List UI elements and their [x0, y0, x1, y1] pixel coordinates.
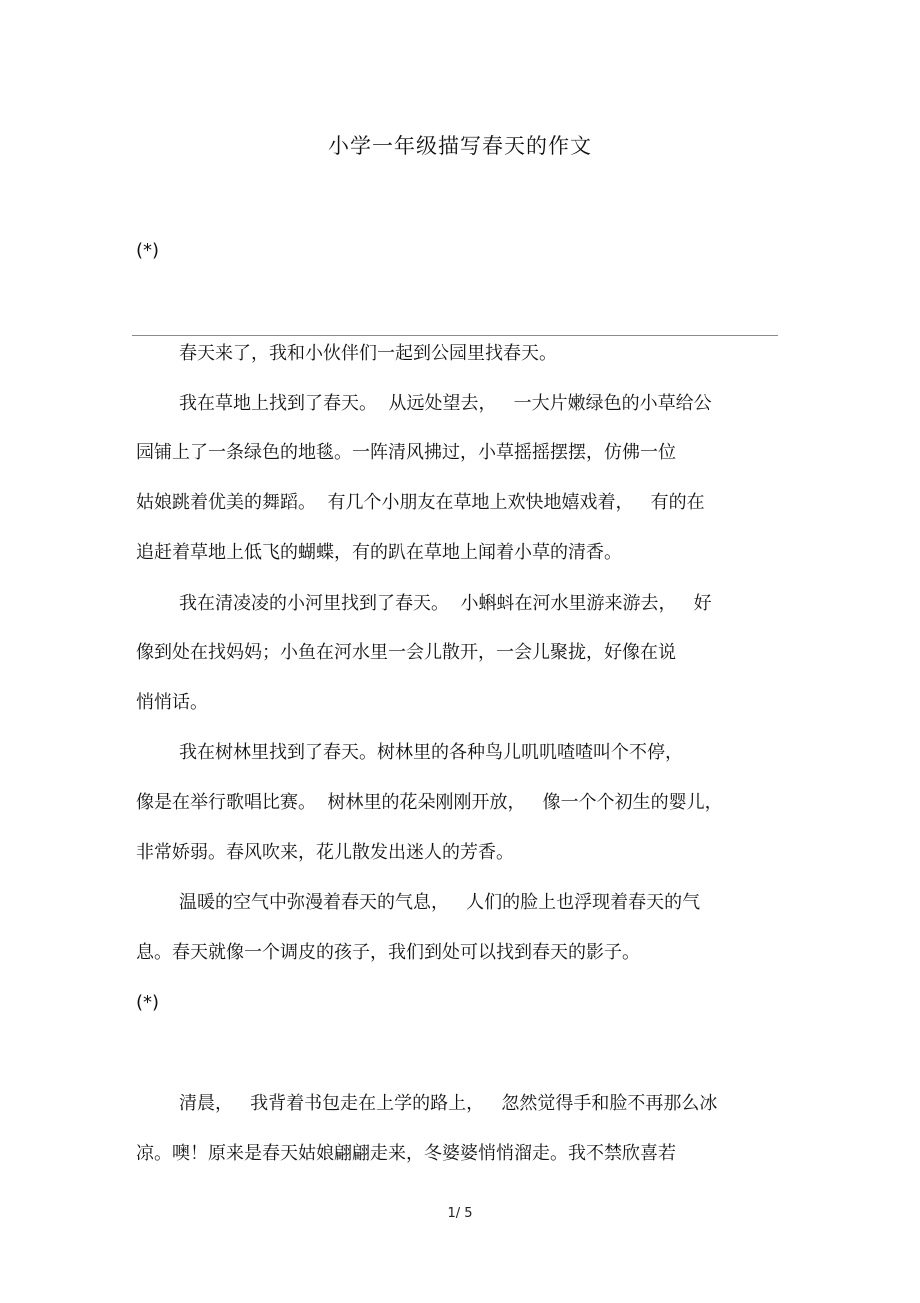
text-line: 清晨， 我背着书包走在上学的路上， 忽然觉得手和脸不再那么冰: [179, 1093, 718, 1114]
section-marker: (*): [136, 992, 160, 1013]
text-line: 凉。噢！原来是春天姑娘翩翩走来，冬婆婆悄悄溜走。我不禁欣喜若: [136, 1143, 676, 1164]
page-title: 小学一年级描写春天的作文: [328, 134, 592, 158]
text-line: 园铺上了一条绿色的地毯。一阵清风拂过，小草摇摇摆摆，仿佛一位: [136, 442, 676, 463]
text-line: 悄悄话。: [136, 692, 208, 713]
text-line: 息。春天就像一个调皮的孩子，我们到处可以找到春天的影子。: [136, 942, 640, 963]
text-line: 追赶着草地上低飞的蝴蝶，有的趴在草地上闻着小草的清香。: [136, 542, 622, 563]
text-line: 像是在举行歌唱比赛。 树林里的花朵刚刚开放， 像一个个初生的婴儿，: [136, 792, 723, 813]
text-line: 我在清凌凌的小河里找到了春天。 小蝌蚪在河水里游来游去， 好: [179, 593, 712, 614]
text-line: 姑娘跳着优美的舞蹈。 有几个小朋友在草地上欢快地嬉戏着， 有的在: [136, 492, 705, 513]
text-line: 我在树林里找到了春天。树林里的各种鸟儿叽叽喳喳叫个不停，: [179, 742, 683, 763]
section-marker: (*): [136, 240, 160, 261]
text-line: 温暖的空气中弥漫着春天的气息， 人们的脸上也浮现着春天的气: [179, 892, 701, 913]
text-line: 像到处在找妈妈；小鱼在河水里一会儿散开，一会儿聚拢，好像在说: [136, 642, 676, 663]
text-line: 春天来了，我和小伙伴们一起到公园里找春天。: [179, 343, 557, 364]
text-line: 非常娇弱。春风吹来，花儿散发出迷人的芳香。: [136, 842, 514, 863]
page-number: 1/ 5: [447, 1206, 473, 1221]
text-line: 我在草地上找到了春天。 从远处望去， 一大片嫩绿色的小草给公: [179, 393, 712, 414]
divider: [132, 335, 778, 336]
